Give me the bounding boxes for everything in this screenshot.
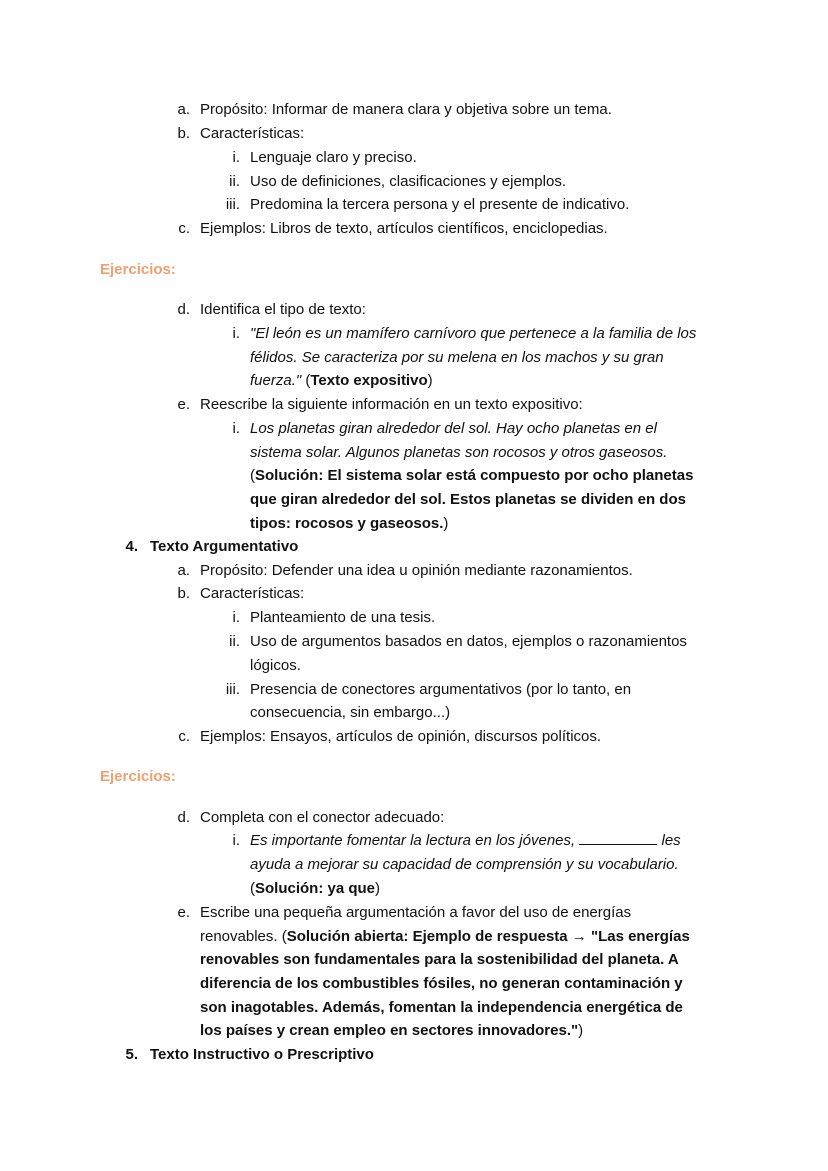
solution-line: los países y crean empleo en sectores innovadores.") bbox=[200, 1022, 584, 1039]
list-marker: ii. bbox=[229, 173, 240, 190]
characteristic-line: lógicos. bbox=[250, 657, 301, 674]
exercises-heading: Ejercicios: bbox=[100, 261, 176, 278]
list-marker: i. bbox=[232, 832, 240, 849]
answer-text: Texto expositivo bbox=[310, 372, 428, 389]
list-marker: b. bbox=[177, 585, 190, 602]
characteristic-line: Uso de definiciones, clasificaciones y ejemplos. bbox=[250, 173, 566, 190]
solution-line: diferencia de los combustibles fósiles, no generan contaminación y bbox=[200, 975, 683, 992]
solution-line: renovables son fundamentales para la sostenibilidad del planeta. A bbox=[200, 951, 679, 968]
list-marker: b. bbox=[177, 125, 190, 142]
solution-line: que giran alrededor del sol. Estos planetas se dividen en dos bbox=[250, 491, 686, 508]
list-marker: e. bbox=[177, 904, 190, 921]
list-marker: c. bbox=[178, 220, 190, 237]
exercise-quote: félidos. Se caracteriza por su melena en los machos y su gran bbox=[250, 349, 664, 366]
characteristic-line: Uso de argumentos basados en datos, ejemplos o razonamientos bbox=[250, 633, 687, 650]
characteristic-line: Lenguaje claro y preciso. bbox=[250, 149, 417, 166]
examples-item: Ejemplos: Libros de texto, artículos científicos, enciclopedias. bbox=[200, 220, 608, 237]
exercise-prompt: Escribe una pequeña argumentación a favor del uso de energías bbox=[200, 904, 632, 921]
characteristic-line: consecuencia, sin embargo...) bbox=[250, 704, 451, 721]
solution-line: (Solución: El sistema solar está compuesto por ocho planetas bbox=[250, 467, 694, 484]
purpose-item: Propósito: Informar de manera clara y objetiva sobre un tema. bbox=[200, 101, 612, 118]
exercises-heading: Ejercicios: bbox=[100, 768, 176, 785]
solution-line: tipos: rocosos y gaseosos.) bbox=[250, 515, 449, 532]
section-title: Texto Instructivo o Prescriptivo bbox=[150, 1046, 374, 1063]
list-marker: c. bbox=[178, 728, 190, 745]
list-marker: i. bbox=[232, 420, 240, 437]
list-marker: ii. bbox=[229, 633, 240, 650]
list-marker: a. bbox=[177, 101, 190, 118]
characteristics-item: Características: bbox=[200, 585, 305, 602]
section-number: 5. bbox=[125, 1046, 138, 1063]
exercise-prompt: renovables. (Solución abierta: Ejemplo de respuesta → "Las energías bbox=[200, 928, 690, 945]
exercise-quote: "El león es un mamífero carnívoro que pertenece a la familia de los bbox=[250, 325, 697, 342]
exercise-sentence: Es importante fomentar la lectura en los jóvenes, les bbox=[250, 832, 681, 849]
characteristic-line: Presencia de conectores argumentativos (por lo tanto, en bbox=[250, 681, 632, 698]
section-number: 4. bbox=[125, 538, 138, 555]
list-marker: d. bbox=[177, 809, 190, 826]
list-marker: iii. bbox=[225, 196, 240, 213]
list-marker: d. bbox=[177, 301, 190, 318]
list-marker: a. bbox=[177, 562, 190, 579]
solution-line: son inagotables. Además, fomentan la independencia energética de bbox=[200, 999, 683, 1016]
solution-line: (Solución: ya que) bbox=[250, 880, 381, 897]
characteristic-line: Predomina la tercera persona y el presente de indicativo. bbox=[250, 196, 630, 213]
characteristic-line: Planteamiento de una tesis. bbox=[250, 609, 436, 626]
exercise-source: sistema solar. Algunos planetas son rocosos y otros gaseosos. bbox=[250, 444, 668, 461]
list-marker: i. bbox=[232, 609, 240, 626]
examples-item: Ejemplos: Ensayos, artículos de opinión, discursos políticos. bbox=[200, 728, 602, 745]
list-marker: i. bbox=[232, 325, 240, 342]
exercise-sentence: ayuda a mejorar su capacidad de comprensión y su vocabulario. bbox=[250, 856, 679, 873]
answer-text: Solución: ya que bbox=[255, 880, 376, 897]
characteristics-item: Características: bbox=[200, 125, 305, 142]
section-title: Texto Argumentativo bbox=[150, 538, 299, 555]
list-marker: iii. bbox=[225, 681, 240, 698]
exercise-quote-answer: fuerza." (Texto expositivo) bbox=[250, 372, 433, 389]
list-marker: e. bbox=[177, 396, 190, 413]
exercise-prompt: Completa con el conector adecuado: bbox=[200, 809, 445, 826]
purpose-item: Propósito: Defender una idea u opinión mediante razonamientos. bbox=[200, 562, 633, 579]
exercise-prompt: Reescribe la siguiente información en un texto expositivo: bbox=[200, 396, 583, 413]
exercise-source: Los planetas giran alrededor del sol. Hay ocho planetas en el bbox=[250, 420, 657, 437]
exercise-prompt: Identifica el tipo de texto: bbox=[200, 301, 366, 318]
list-marker: i. bbox=[232, 149, 240, 166]
answer-blank bbox=[579, 830, 657, 845]
